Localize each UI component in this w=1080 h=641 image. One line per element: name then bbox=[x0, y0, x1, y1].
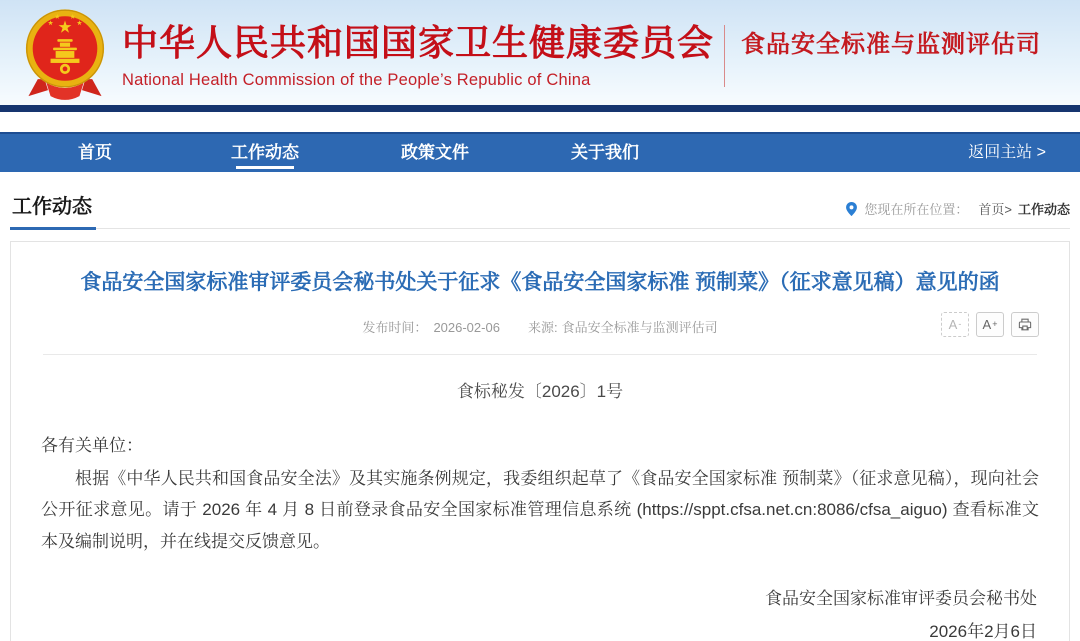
article-tools bbox=[941, 312, 1039, 337]
nav-tab-about-us-label: 关于我们 bbox=[571, 143, 639, 162]
nav-tab-work-news[interactable] bbox=[180, 134, 350, 172]
font-smaller-sign: - bbox=[958, 319, 962, 330]
header-bottom-strip bbox=[0, 105, 1080, 112]
signature-org: 食品安全国家标准审评委员会秘书处 bbox=[765, 589, 1037, 609]
nav-tab-policy-documents[interactable] bbox=[350, 134, 520, 172]
site-title-en: National Health Commission of the People’s Republic of China bbox=[122, 70, 591, 89]
publish-date: 2026-02-06 bbox=[433, 319, 500, 335]
department-name: 食品安全标准与监测评估司 bbox=[741, 30, 1042, 58]
source-label: 来源: bbox=[527, 319, 558, 335]
header-inner bbox=[0, 0, 1080, 112]
document-number: 食标秘发〔2026〕1号 bbox=[456, 381, 624, 401]
signature-date: 2026年2月6日 bbox=[929, 621, 1037, 641]
section-title: 工作动态 bbox=[10, 190, 96, 230]
nav-tab-about-us[interactable] bbox=[520, 134, 690, 172]
location-pin-icon bbox=[845, 201, 858, 217]
font-smaller-label: A bbox=[948, 316, 958, 332]
article-meta bbox=[33, 316, 1047, 340]
nav-tab-policy-documents-label: 政策文件 bbox=[401, 143, 469, 162]
signature-block bbox=[41, 583, 1039, 641]
nav-gap bbox=[0, 112, 1080, 132]
site-header bbox=[0, 0, 1080, 112]
nav-tabs bbox=[0, 134, 690, 172]
publish-time-label: 发布时间： bbox=[362, 319, 428, 335]
nav-tab-home[interactable] bbox=[10, 134, 180, 172]
article-meta-row bbox=[33, 316, 1047, 346]
meta-divider bbox=[43, 354, 1037, 355]
source-name: 食品安全标准与监测评估司 bbox=[561, 319, 718, 335]
printer-icon bbox=[1017, 317, 1033, 332]
letter-paragraph: 根据《中华人民共和国食品安全法》及其实施条例规定，我委组织起草了《食品安全国家标准 预制菜》（征求意见稿），现向社会公开征求意见。请于 2026 年 4 月 8 日前登录食品安全国家标准管理信息系统 (https://sppt.cfsa.net.cn:8086/cfsa_aiguo) 查看标准文本及编制说明，并在线提交反馈意见。 bbox=[41, 469, 1039, 551]
font-larger-label: A bbox=[982, 316, 992, 332]
article-content-box bbox=[10, 241, 1070, 641]
font-larger-button[interactable] bbox=[976, 312, 1004, 337]
nav-tab-work-news-label: 工作动态 bbox=[231, 143, 299, 162]
font-smaller-button[interactable] bbox=[941, 312, 969, 337]
salutation: 各有关单位： bbox=[41, 435, 143, 455]
main-nav bbox=[0, 132, 1080, 172]
site-title-block bbox=[122, 22, 714, 89]
article-title: 食品安全国家标准审评委员会秘书处关于征求《食品安全国家标准 预制菜》（征求意见稿）意见的函 bbox=[80, 271, 1000, 294]
header-divider bbox=[724, 25, 725, 87]
nav-tab-home-label: 首页 bbox=[78, 143, 112, 162]
site-title-cn: 中华人民共和国国家卫生健康委员会 bbox=[122, 22, 715, 64]
print-button[interactable] bbox=[1011, 312, 1039, 337]
breadcrumb bbox=[845, 199, 1070, 228]
breadcrumb-prefix: 您现在所在位置： bbox=[864, 202, 969, 217]
breadcrumb-current: 工作动态 bbox=[1017, 202, 1070, 217]
font-larger-sign: + bbox=[992, 319, 998, 330]
return-main-site-link[interactable]: 返回主站 > bbox=[968, 144, 1046, 161]
active-tab-underline bbox=[236, 166, 294, 169]
breadcrumb-home-link[interactable]: 首页> bbox=[978, 202, 1012, 217]
letter-body bbox=[33, 430, 1047, 641]
national-emblem-icon bbox=[22, 6, 108, 108]
section-row bbox=[10, 190, 1070, 229]
